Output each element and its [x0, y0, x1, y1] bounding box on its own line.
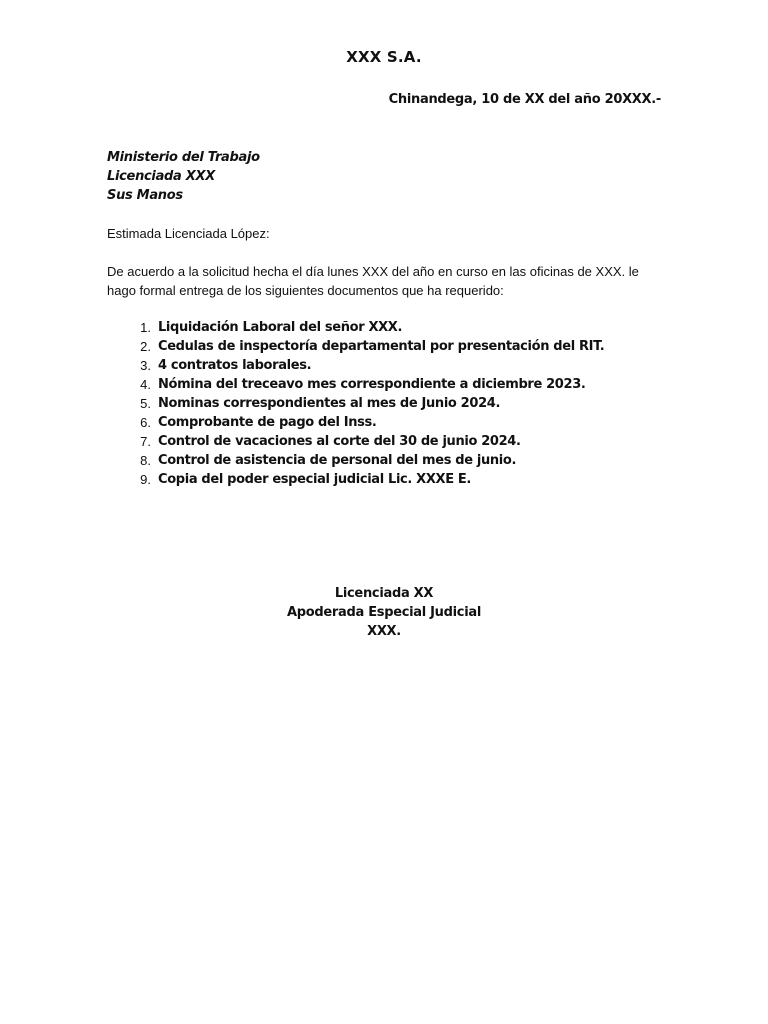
- signature-block: [0, 584, 768, 641]
- list-text: Cedulas de inspectoría departamental por presentación del RIT.: [158, 339, 605, 354]
- body-paragraph: De acuerdo a la solicitud hecha el día lunes XXX del año en curso en las oficinas de XXX. le hago formal entrega de los siguientes documentos que ha requerido:: [107, 264, 639, 298]
- recipient-name: Licenciada XXX: [107, 169, 215, 184]
- list-number: 6.: [140, 415, 151, 430]
- list-item: [107, 451, 604, 470]
- list-text: Control de asistencia de personal del mes de junio.: [158, 453, 517, 468]
- list-number: 1.: [140, 320, 151, 335]
- list-number: 7.: [140, 434, 151, 449]
- list-text: Nómina del treceavo mes correspondiente a diciembre 2023.: [158, 377, 586, 392]
- recipient-institution: Ministerio del Trabajo: [107, 150, 260, 165]
- list-number: 8.: [140, 453, 151, 468]
- date-line: Chinandega, 10 de XX del año 20XXX.-: [388, 92, 661, 107]
- list-text: Liquidación Laboral del señor XXX.: [158, 320, 403, 335]
- list-item: [107, 413, 604, 432]
- recipient-block: [107, 148, 260, 205]
- list-number: 2.: [140, 339, 151, 354]
- list-item: [107, 432, 604, 451]
- list-number: 3.: [140, 358, 151, 373]
- list-text: Nominas correspondientes al mes de Junio 2024.: [158, 396, 501, 411]
- greeting: Estimada Licenciada López:: [107, 226, 270, 241]
- list-item: [107, 394, 604, 413]
- list-text: Copia del poder especial judicial Lic. XXXE E.: [158, 472, 472, 487]
- list-item: [107, 337, 604, 356]
- list-number: 4.: [140, 377, 151, 392]
- list-item: [107, 470, 604, 489]
- list-text: 4 contratos laborales.: [158, 358, 312, 373]
- list-text: Comprobante de pago del Inss.: [158, 415, 377, 430]
- signature-company: XXX.: [367, 624, 401, 639]
- list-number: 9.: [140, 472, 151, 487]
- documents-list: [107, 318, 604, 489]
- signature-name: Licenciada XX: [334, 586, 434, 601]
- list-item: [107, 318, 604, 337]
- list-number: 5.: [140, 396, 151, 411]
- signature-role: Apoderada Especial Judicial: [286, 605, 481, 620]
- list-text: Control de vacaciones al corte del 30 de junio 2024.: [158, 434, 521, 449]
- list-item: [107, 356, 604, 375]
- list-item: [107, 375, 604, 394]
- recipient-closing: Sus Manos: [107, 188, 183, 203]
- company-title: XXX S.A.: [346, 48, 422, 66]
